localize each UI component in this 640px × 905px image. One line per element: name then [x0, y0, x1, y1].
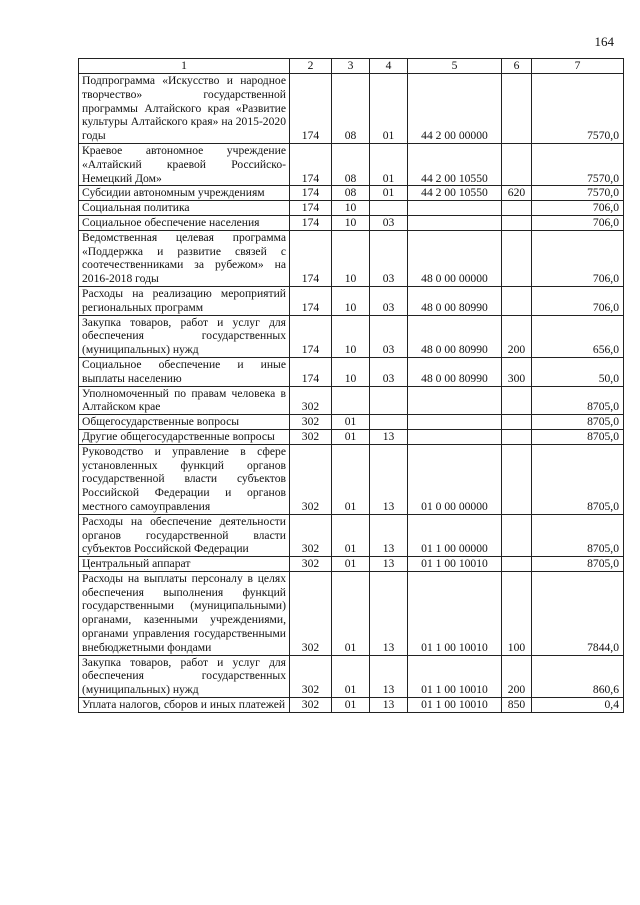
cell-target-article: 48 0 00 80990: [408, 286, 502, 315]
cell-expense-type: [502, 444, 532, 514]
cell-expense-type: [502, 557, 532, 572]
cell-amount: 0,4: [532, 698, 624, 713]
cell-amount: 860,6: [532, 655, 624, 697]
cell-target-article: [408, 429, 502, 444]
cell-section: 10: [332, 230, 370, 286]
table-row: [79, 286, 624, 315]
table-row: [79, 315, 624, 357]
table-row: [79, 557, 624, 572]
cell-name: Социальное обеспечение населения: [79, 215, 290, 230]
table-row: [79, 698, 624, 713]
cell-expense-type: 200: [502, 315, 532, 357]
cell-target-article: 48 0 00 00000: [408, 230, 502, 286]
table-row: [79, 357, 624, 386]
cell-section: 10: [332, 201, 370, 216]
cell-section: 01: [332, 571, 370, 655]
cell-amount: 8705,0: [532, 386, 624, 415]
cell-target-article: 01 0 00 00000: [408, 444, 502, 514]
cell-section: 08: [332, 143, 370, 185]
cell-target-article: 48 0 00 80990: [408, 357, 502, 386]
cell-target-article: 44 2 00 10550: [408, 143, 502, 185]
cell-name: Подпрограмма «Искусство и народное творчество» государственной программы Алтайского края «Развитие культуры Алтайского края» на 2015-2020 годы: [79, 74, 290, 144]
table-row: [79, 571, 624, 655]
cell-subsection: 01: [370, 186, 408, 201]
cell-amount: 50,0: [532, 357, 624, 386]
cell-admin-code: 174: [290, 74, 332, 144]
table-row: [79, 655, 624, 697]
table-row: [79, 201, 624, 216]
cell-name: Центральный аппарат: [79, 557, 290, 572]
cell-expense-type: 850: [502, 698, 532, 713]
table-row: [79, 444, 624, 514]
cell-expense-type: [502, 201, 532, 216]
cell-subsection: 03: [370, 315, 408, 357]
cell-target-article: [408, 201, 502, 216]
cell-name: Уполномоченный по правам человека в Алтайском крае: [79, 386, 290, 415]
cell-admin-code: 302: [290, 415, 332, 430]
cell-expense-type: [502, 514, 532, 556]
cell-amount: 7570,0: [532, 186, 624, 201]
cell-amount: 8705,0: [532, 429, 624, 444]
cell-expense-type: [502, 286, 532, 315]
table-row: [79, 215, 624, 230]
header-cell: 3: [332, 59, 370, 74]
cell-name: Другие общегосударственные вопросы: [79, 429, 290, 444]
cell-subsection: 13: [370, 655, 408, 697]
cell-admin-code: 174: [290, 201, 332, 216]
cell-subsection: 03: [370, 286, 408, 315]
cell-name: Краевое автономное учреждение «Алтайский краевой Российско-Немецкий Дом»: [79, 143, 290, 185]
cell-name: Уплата налогов, сборов и иных платежей: [79, 698, 290, 713]
cell-section: 10: [332, 357, 370, 386]
cell-target-article: [408, 386, 502, 415]
cell-admin-code: 174: [290, 357, 332, 386]
cell-expense-type: [502, 230, 532, 286]
cell-admin-code: 302: [290, 571, 332, 655]
header-cell: 7: [532, 59, 624, 74]
cell-name: Закупка товаров, работ и услуг для обеспечения государственных (муниципальных) нужд: [79, 655, 290, 697]
cell-admin-code: 302: [290, 514, 332, 556]
cell-admin-code: 174: [290, 215, 332, 230]
cell-admin-code: 302: [290, 655, 332, 697]
cell-subsection: 01: [370, 74, 408, 144]
cell-target-article: 01 1 00 00000: [408, 514, 502, 556]
cell-admin-code: 302: [290, 429, 332, 444]
cell-expense-type: 200: [502, 655, 532, 697]
cell-name: Расходы на выплаты персоналу в целях обеспечения выполнения функций государственными (муниципальными) органами, казенными учреждениями, органами управления государственными внебюджетными фондами: [79, 571, 290, 655]
cell-section: 01: [332, 429, 370, 444]
cell-name: Ведомственная целевая программа «Поддержка и развитие связей с соотечественниками за рубежом» на 2016-2018 годы: [79, 230, 290, 286]
header-row: [79, 59, 624, 74]
cell-subsection: [370, 201, 408, 216]
cell-subsection: 13: [370, 429, 408, 444]
cell-amount: 7844,0: [532, 571, 624, 655]
cell-subsection: 13: [370, 514, 408, 556]
cell-expense-type: [502, 415, 532, 430]
cell-admin-code: 174: [290, 143, 332, 185]
cell-expense-type: [502, 143, 532, 185]
cell-section: 01: [332, 444, 370, 514]
table-row: [79, 386, 624, 415]
cell-name: Расходы на реализацию мероприятий региональных программ: [79, 286, 290, 315]
cell-expense-type: [502, 215, 532, 230]
cell-subsection: [370, 386, 408, 415]
cell-amount: 706,0: [532, 230, 624, 286]
header-cell: 4: [370, 59, 408, 74]
cell-target-article: 44 2 00 00000: [408, 74, 502, 144]
cell-subsection: 03: [370, 230, 408, 286]
cell-target-article: [408, 415, 502, 430]
cell-expense-type: [502, 386, 532, 415]
cell-section: 01: [332, 655, 370, 697]
cell-target-article: 01 1 00 10010: [408, 698, 502, 713]
cell-amount: 7570,0: [532, 143, 624, 185]
cell-target-article: 01 1 00 10010: [408, 655, 502, 697]
cell-subsection: 01: [370, 143, 408, 185]
cell-admin-code: 302: [290, 386, 332, 415]
cell-name: Закупка товаров, работ и услуг для обеспечения государственных (муниципальных) нужд: [79, 315, 290, 357]
cell-section: 01: [332, 415, 370, 430]
cell-name: Субсидии автономным учреждениям: [79, 186, 290, 201]
cell-section: 01: [332, 698, 370, 713]
cell-admin-code: 302: [290, 444, 332, 514]
table-row: [79, 186, 624, 201]
cell-amount: 706,0: [532, 215, 624, 230]
cell-amount: 706,0: [532, 201, 624, 216]
cell-target-article: 44 2 00 10550: [408, 186, 502, 201]
cell-admin-code: 174: [290, 186, 332, 201]
cell-section: 01: [332, 514, 370, 556]
cell-target-article: [408, 215, 502, 230]
cell-amount: 8705,0: [532, 444, 624, 514]
cell-section: 10: [332, 315, 370, 357]
cell-amount: 656,0: [532, 315, 624, 357]
table-row: [79, 429, 624, 444]
table-row: [79, 415, 624, 430]
cell-section: 10: [332, 215, 370, 230]
header-cell: 5: [408, 59, 502, 74]
cell-expense-type: [502, 74, 532, 144]
cell-subsection: 03: [370, 357, 408, 386]
cell-admin-code: 302: [290, 698, 332, 713]
cell-subsection: 03: [370, 215, 408, 230]
cell-target-article: 01 1 00 10010: [408, 571, 502, 655]
cell-expense-type: 300: [502, 357, 532, 386]
cell-admin-code: 174: [290, 286, 332, 315]
cell-target-article: 48 0 00 80990: [408, 315, 502, 357]
cell-subsection: 13: [370, 444, 408, 514]
cell-expense-type: 620: [502, 186, 532, 201]
cell-name: Руководство и управление в сфере установленных функций органов государственной власти субъектов Российской Федерации и органов местного самоуправления: [79, 444, 290, 514]
cell-section: 08: [332, 74, 370, 144]
cell-section: 01: [332, 557, 370, 572]
cell-subsection: 13: [370, 571, 408, 655]
header-cell: 1: [79, 59, 290, 74]
cell-name: Социальная политика: [79, 201, 290, 216]
table-row: [79, 514, 624, 556]
table-row: [79, 74, 624, 144]
cell-subsection: 13: [370, 557, 408, 572]
cell-subsection: [370, 415, 408, 430]
cell-name: Общегосударственные вопросы: [79, 415, 290, 430]
cell-name: Расходы на обеспечение деятельности органов государственной власти субъектов Российской Федерации: [79, 514, 290, 556]
cell-section: [332, 386, 370, 415]
cell-expense-type: 100: [502, 571, 532, 655]
cell-target-article: 01 1 00 10010: [408, 557, 502, 572]
cell-subsection: 13: [370, 698, 408, 713]
cell-admin-code: 174: [290, 315, 332, 357]
cell-amount: 706,0: [532, 286, 624, 315]
header-cell: 2: [290, 59, 332, 74]
page-number: 164: [594, 34, 614, 49]
cell-amount: 8705,0: [532, 557, 624, 572]
cell-amount: 7570,0: [532, 74, 624, 144]
cell-section: 08: [332, 186, 370, 201]
cell-amount: 8705,0: [532, 415, 624, 430]
cell-name: Социальное обеспечение и иные выплаты населению: [79, 357, 290, 386]
cell-admin-code: 174: [290, 230, 332, 286]
cell-expense-type: [502, 429, 532, 444]
cell-amount: 8705,0: [532, 514, 624, 556]
cell-section: 10: [332, 286, 370, 315]
cell-admin-code: 302: [290, 557, 332, 572]
table-row: [79, 143, 624, 185]
budget-table: [78, 58, 624, 713]
header-cell: 6: [502, 59, 532, 74]
table-row: [79, 230, 624, 286]
